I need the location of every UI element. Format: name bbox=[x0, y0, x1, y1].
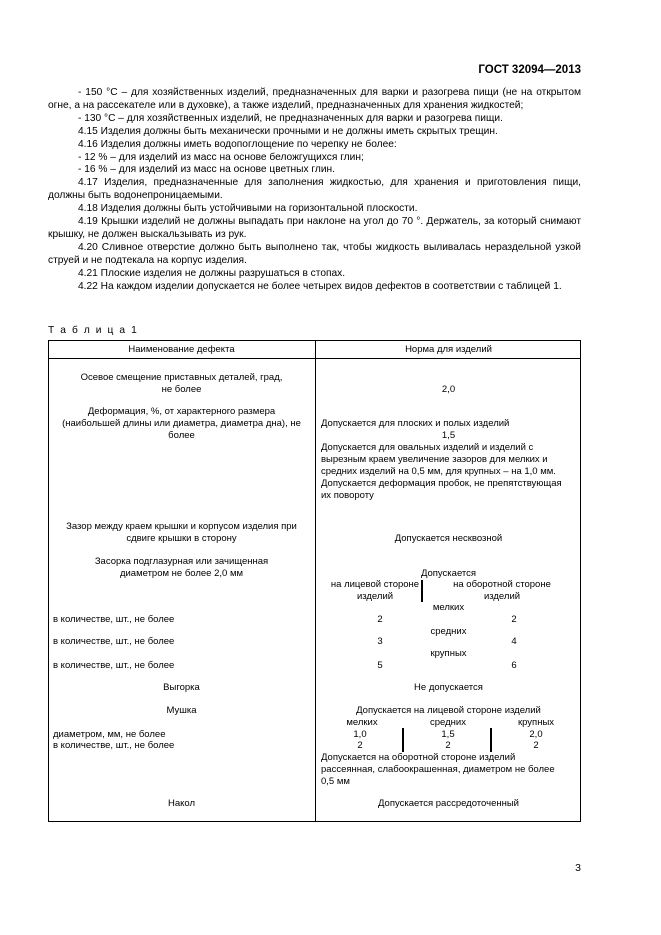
norm-text: их повороту bbox=[321, 490, 374, 501]
paragraph: 4.16 Изделия должны иметь водопоглощение по черепку не более: bbox=[78, 138, 397, 150]
norm-text: вырезным краем увеличение зазоров для мелких и bbox=[321, 454, 548, 465]
size-label: крупных bbox=[517, 717, 555, 728]
defect-name: сдвиге крышки в сторону bbox=[126, 533, 237, 544]
products-label: изделий bbox=[356, 591, 394, 602]
back-side-label: на оборотной стороне bbox=[453, 579, 551, 590]
split-line bbox=[421, 580, 423, 602]
defect-name: более bbox=[168, 430, 195, 441]
face-count: 3 bbox=[377, 636, 383, 647]
quantity-label: в количестве, шт., не более bbox=[53, 614, 175, 625]
fly-count: 2 bbox=[357, 740, 363, 751]
defect-name: Накол bbox=[167, 798, 196, 809]
norm-text: Допускается bbox=[420, 568, 477, 579]
paragraph: 4.18 Изделия должны быть устойчивыми на горизонтальной плоскости. bbox=[78, 203, 418, 215]
column-header-norm: Норма для изделий bbox=[405, 344, 492, 355]
defect-name: Осевое смещение приставных деталей, град, bbox=[80, 372, 283, 383]
document-code: ГОСТ 32094—2013 bbox=[478, 64, 581, 76]
face-side-label: на лицевой стороне bbox=[330, 579, 420, 590]
fly-diameter: 1,5 bbox=[441, 729, 455, 740]
quantity-label: в количестве, шт., не более bbox=[53, 660, 175, 671]
diameter-label: диаметром, мм, не более bbox=[53, 729, 166, 740]
norm-text: Допускается рассредоточенный bbox=[378, 798, 519, 809]
paragraph: 4.17 Изделия, предназначенные для заполнения жидкостью, для хранения и приготовления пищи, должны быть водонепроницаемыми. bbox=[48, 177, 581, 202]
size-label: средних bbox=[430, 717, 466, 728]
page-number: 3 bbox=[575, 862, 581, 874]
norm-text: Не допускается bbox=[414, 682, 483, 693]
size-label: крупных bbox=[430, 648, 467, 659]
products-label: изделий bbox=[483, 591, 521, 602]
norm-text: рассеянная, слабоокрашенная, диаметром не более bbox=[321, 764, 555, 775]
defect-name: Выгорка bbox=[163, 682, 200, 693]
back-count: 4 bbox=[511, 636, 517, 647]
header-divider bbox=[48, 358, 581, 359]
paragraph: - 12 % – для изделий из масс на основе беложгущихся глин; bbox=[78, 151, 364, 163]
back-count: 2 bbox=[511, 614, 517, 625]
norm-value: 1,5 bbox=[441, 430, 456, 441]
paragraph: 4.20 Сливное отверстие должно быть выполнено так, чтобы жидкость выливалась нераздельной узкой струей и не подтекала на корпус изделия. bbox=[48, 241, 581, 266]
fly-count: 2 bbox=[533, 740, 539, 751]
norm-text: Допускается для овальных изделий и изделий с bbox=[321, 442, 534, 453]
norm-text: Допускается на оборотной стороне изделий bbox=[321, 752, 516, 763]
size-label: мелких bbox=[432, 602, 465, 613]
paragraph: - 150 °С – для хозяйственных изделий, предназначенных для варки и разогрева пищи (не на открытом огне, а на рассекателе или в духовке), а также изделий, предназначенных для хранения жидкостей; bbox=[48, 87, 581, 111]
defect-name: Деформация, %, от характерного размера bbox=[87, 406, 276, 417]
column-header-defect: Наименование дефекта bbox=[128, 344, 235, 355]
defect-name: (наибольшей длины или диаметра, диаметра дна), не bbox=[62, 418, 301, 429]
fly-count: 2 bbox=[445, 740, 451, 751]
column-divider bbox=[315, 340, 316, 822]
paragraph: 4.15 Изделия должны быть механически прочными и не должны иметь скрытых трещин. bbox=[78, 125, 498, 137]
paragraph: 4.19 Крышки изделий не должны выпадать при наклоне на угол до 70 °. Держатель, за который снимают крышку, не должен выскальзывать из рук. bbox=[48, 216, 581, 240]
face-count: 5 bbox=[377, 660, 383, 671]
quantity-label: в количестве, шт., не более bbox=[53, 636, 175, 647]
defect-name: Зазор между краем крышки и корпусом изделия при bbox=[66, 521, 297, 532]
fly-diameter: 1,0 bbox=[353, 729, 367, 740]
split-line bbox=[490, 728, 492, 752]
norm-text: Допускается на лицевой стороне изделий bbox=[356, 705, 541, 716]
norm-text: 0,5 мм bbox=[321, 776, 350, 787]
norm-text: Допускается для плоских и полых изделий bbox=[321, 418, 510, 429]
norm-text: Допускается несквозной bbox=[394, 533, 503, 544]
norm-value: 2,0 bbox=[441, 384, 456, 395]
size-label: средних bbox=[430, 626, 467, 637]
paragraph: - 130 °С – для хозяйственных изделий, не предназначенных для варки и разогрева пищи. bbox=[78, 112, 503, 124]
defect-name: не более bbox=[161, 384, 202, 395]
fly-diameter: 2,0 bbox=[529, 729, 543, 740]
face-count: 2 bbox=[377, 614, 383, 625]
defect-name: Засорка подглазурная или зачищенная bbox=[94, 556, 269, 567]
table-caption: Т а б л и ц а 1 bbox=[48, 325, 139, 336]
quantity-label: в количестве, шт., не более bbox=[53, 740, 175, 751]
split-line bbox=[402, 728, 404, 752]
paragraph: 4.22 На каждом изделии допускается не более четырех видов дефектов в соответствии с таблицей 1. bbox=[78, 280, 562, 292]
norm-text: Допускается деформация пробок, не препятствующая bbox=[321, 478, 562, 489]
defect-name: диаметром не более 2,0 мм bbox=[119, 568, 244, 579]
norm-text: средних изделий на 0,5 мм, для крупных – на 1,0 мм. bbox=[321, 466, 556, 477]
back-count: 6 bbox=[511, 660, 517, 671]
paragraph: - 16 % – для изделий из масс на основе цветных глин. bbox=[78, 164, 335, 176]
size-label: мелких bbox=[346, 717, 378, 728]
paragraph: 4.21 Плоские изделия не должны разрушаться в стопах. bbox=[78, 267, 346, 279]
body-text bbox=[48, 87, 581, 294]
defect-name: Мушка bbox=[166, 705, 197, 716]
